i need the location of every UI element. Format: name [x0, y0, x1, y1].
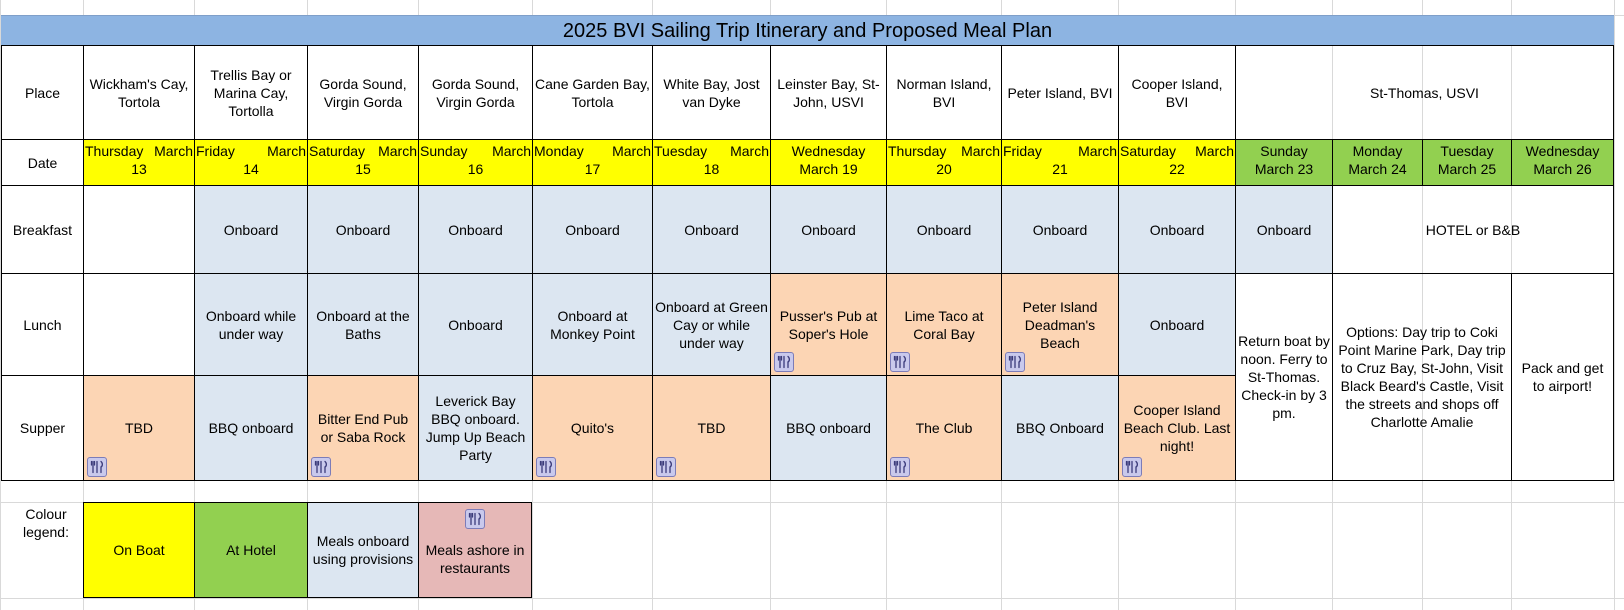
date-day: 18: [703, 161, 720, 177]
date-cell: [652, 140, 770, 186]
lunch-cell: [307, 274, 418, 376]
date-day: 15: [355, 161, 371, 177]
st-thomas-wednesday-plan: [1511, 274, 1614, 481]
lunch-cell: [1001, 274, 1118, 376]
breakfast-cell-text: Onboard: [565, 221, 620, 238]
supper-cell: [83, 376, 194, 481]
place-cell-text: Trellis Bay or Marina Cay, Tortolla: [210, 66, 292, 119]
place-cell-text: Norman Island, BVI: [896, 75, 992, 110]
lunch-cell: [532, 274, 652, 376]
date-cell: [418, 140, 532, 186]
legend-label: Colour legend:: [23, 506, 69, 540]
date-month: March: [1078, 143, 1117, 159]
date-weekday: Sunday: [1260, 143, 1308, 159]
date-day: 14: [243, 161, 259, 177]
date-day: March 26: [1533, 161, 1592, 177]
date-weekday: Wednesday: [791, 143, 866, 159]
date-cell: [1422, 140, 1511, 186]
breakfast-cell: [194, 186, 307, 274]
date-weekday: Monday: [534, 143, 584, 159]
breakfast-cell: [532, 186, 652, 274]
breakfast-cell-text: Onboard: [223, 221, 279, 238]
restaurant-icon: [656, 457, 676, 477]
lunch-cell: [652, 274, 770, 376]
legend-meals-ashore: [418, 502, 532, 598]
date-day: March 25: [1437, 161, 1497, 177]
breakfast-cell: [418, 186, 532, 274]
date-weekday: Wednesday: [1525, 143, 1600, 159]
restaurant-icon: [311, 457, 331, 477]
date-cell: [1118, 140, 1235, 186]
breakfast-cell: [1235, 186, 1332, 274]
lunch-cell-text: Lime Taco at Coral Bay: [904, 307, 984, 342]
st-thomas-sunday-plan-text: Return boat by noon. Ferry to St-Thomas. Check-in by 3 pm.: [1238, 333, 1330, 421]
date-day: 21: [1052, 161, 1068, 177]
supper-cell-text: TBD: [697, 420, 726, 436]
date-cell: [1511, 140, 1614, 186]
breakfast-cell: [770, 186, 886, 274]
place-cell: [1235, 46, 1614, 140]
date-weekday: Sunday: [420, 143, 468, 159]
legend-meals-onboard-text: Meals onboard using provisions: [312, 533, 414, 567]
date-day: March 24: [1348, 161, 1407, 177]
place-cell-text: Leinster Bay, St-John, USVI: [777, 75, 880, 110]
breakfast-cell: [652, 186, 770, 274]
lunch-cell-text: Onboard: [1149, 316, 1205, 333]
place-cell-text: Cooper Island, BVI: [1131, 75, 1223, 110]
supper-cell-text: Quito's: [570, 420, 615, 436]
date-month: March: [730, 143, 769, 159]
date-cell: [1235, 140, 1332, 186]
lunch-cell-text: Pusser's Pub at Soper's Hole: [779, 307, 878, 342]
lunch-cell: [418, 274, 532, 376]
date-weekday: Monday: [1352, 143, 1403, 159]
date-weekday: Thursday: [85, 143, 144, 159]
supper-cell-text: Leverick Bay BBQ onboard. Jump Up Beach Party: [425, 393, 526, 463]
st-thomas-wednesday-plan-text: Pack and get to airport!: [1521, 360, 1604, 394]
supper-cell: [1001, 376, 1118, 481]
supper-cell: [770, 376, 886, 481]
restaurant-icon: [890, 457, 910, 477]
breakfast-cell-text: HOTEL or B&B: [1425, 221, 1521, 238]
lunch-cell-text: Peter Island Deadman's Beach: [1022, 298, 1098, 351]
place-cell-text: St-Thomas, USVI: [1370, 84, 1479, 101]
breakfast-cell-text: Onboard: [916, 221, 972, 238]
date-cell: [886, 140, 1001, 186]
place-cell-text: Wickham's Cay, Tortola: [89, 75, 189, 110]
lunch-cell-text: Onboard while under way: [205, 307, 297, 342]
breakfast-cell-text: Onboard: [335, 221, 391, 238]
legend-at-hotel-text: At Hotel: [226, 542, 276, 558]
date-weekday: Saturday: [1120, 143, 1177, 159]
lunch-cell-text: Onboard at the Baths: [316, 307, 410, 342]
legend-meals-ashore-text: Meals ashore in restaurants: [425, 542, 525, 576]
date-cell: [770, 140, 886, 186]
place-cell-text: Gorda Sound, Virgin Gorda: [431, 75, 520, 110]
supper-cell: [307, 376, 418, 481]
place-cell: [83, 46, 194, 140]
date-day: 13: [131, 161, 147, 177]
breakfast-cell: [1332, 186, 1614, 274]
date-weekday: Tuesday: [1440, 143, 1494, 159]
legend-at-hotel: [194, 502, 307, 598]
supper-cell: [532, 376, 652, 481]
place-cell: [194, 46, 307, 140]
legend-on-boat-text: On Boat: [113, 542, 165, 558]
place-cell: [307, 46, 418, 140]
date-weekday: Friday: [1003, 143, 1042, 159]
date-cell: [1332, 140, 1422, 186]
breakfast-cell-text: Onboard: [1256, 221, 1312, 238]
breakfast-cell: [307, 186, 418, 274]
row-label-breakfast: Breakfast: [1, 186, 83, 274]
place-cell: [770, 46, 886, 140]
date-day: March 19: [799, 161, 858, 177]
place-cell: [418, 46, 532, 140]
place-cell-text: Gorda Sound, Virgin Gorda: [319, 75, 407, 110]
place-cell-text: Peter Island, BVI: [1007, 84, 1113, 101]
supper-cell-text: BBQ onboard: [786, 420, 871, 436]
place-cell: [1118, 46, 1235, 140]
supper-cell: [886, 376, 1001, 481]
restaurant-icon: [465, 509, 485, 529]
date-cell: [83, 140, 194, 186]
date-day: 20: [936, 161, 952, 177]
lunch-cell: [194, 274, 307, 376]
breakfast-cell-text: Onboard: [1149, 221, 1205, 238]
supper-cell-text: TBD: [125, 420, 153, 436]
lunch-cell: [83, 274, 194, 376]
date-cell: [532, 140, 652, 186]
restaurant-icon: [890, 352, 910, 372]
date-month: March: [1195, 143, 1234, 159]
supper-cell: [194, 376, 307, 481]
st-thomas-options-plan: [1332, 274, 1511, 481]
date-weekday: Friday: [196, 143, 235, 159]
breakfast-cell-text: Onboard: [801, 221, 856, 238]
date-day: 22: [1169, 161, 1185, 177]
lunch-cell: [886, 274, 1001, 376]
date-month: March: [612, 143, 651, 159]
supper-cell-text: BBQ Onboard: [1016, 420, 1104, 436]
date-cell: [194, 140, 307, 186]
place-cell: [886, 46, 1001, 140]
supper-cell-text: Cooper Island Beach Club. Last night!: [1123, 402, 1231, 454]
date-month: March: [961, 143, 1000, 159]
date-cell: [1001, 140, 1118, 186]
place-cell: [1001, 46, 1118, 140]
row-label-place: Place: [1, 46, 83, 140]
lunch-cell-text: Onboard: [448, 316, 503, 333]
supper-cell-text: Bitter End Pub or Saba Rock: [317, 411, 409, 445]
place-cell-text: White Bay, Jost van Dyke: [663, 75, 760, 110]
restaurant-icon: [536, 457, 556, 477]
breakfast-cell-text: Onboard: [684, 221, 739, 238]
st-thomas-options-plan-text: Options: Day trip to Coki Point Marine Park, Day trip to Cruz Bay, St-John, Visit Black Beard's Castle, Visit the streets and shops off Charlotte Amalie: [1338, 324, 1506, 430]
supper-cell-text: BBQ onboard: [208, 420, 294, 436]
date-day: 17: [584, 161, 601, 177]
row-label-supper: Supper: [1, 376, 83, 481]
place-cell: [652, 46, 770, 140]
place-cell: [532, 46, 652, 140]
breakfast-cell: [1001, 186, 1118, 274]
date-weekday: Thursday: [888, 143, 947, 159]
breakfast-cell-text: Onboard: [448, 221, 503, 238]
row-label-date: Date: [1, 140, 83, 186]
lunch-cell: [1118, 274, 1235, 376]
restaurant-icon: [1122, 457, 1142, 477]
breakfast-cell: [886, 186, 1001, 274]
breakfast-cell-text: Onboard: [1032, 221, 1088, 238]
date-day: 16: [467, 161, 484, 177]
lunch-cell-text: Onboard at Green Cay or while under way: [655, 298, 768, 351]
supper-cell: [652, 376, 770, 481]
legend-on-boat: [83, 502, 194, 598]
lunch-cell: [770, 274, 886, 376]
supper-cell: [1118, 376, 1235, 481]
date-month: March: [267, 143, 306, 159]
place-cell-text: Cane Garden Bay, Tortola: [535, 75, 650, 110]
date-weekday: Saturday: [309, 143, 366, 159]
date-weekday: Tuesday: [654, 143, 708, 159]
restaurant-icon: [1005, 352, 1025, 372]
date-cell: [307, 140, 418, 186]
breakfast-cell: [1118, 186, 1235, 274]
legend-meals-onboard: [307, 502, 418, 598]
date-day: March 23: [1254, 161, 1314, 177]
date-month: March: [154, 143, 193, 159]
page-title: 2025 BVI Sailing Trip Itinerary and Proposed Meal Plan: [1, 15, 1614, 46]
lunch-cell-text: Onboard at Monkey Point: [550, 307, 635, 342]
date-month: March: [492, 143, 531, 159]
supper-cell: [418, 376, 532, 481]
supper-cell-text: The Club: [915, 420, 973, 436]
restaurant-icon: [87, 457, 107, 477]
st-thomas-sunday-plan: [1235, 274, 1332, 481]
date-month: March: [378, 143, 417, 159]
breakfast-cell: [83, 186, 194, 274]
restaurant-icon: [774, 352, 794, 372]
row-label-lunch: Lunch: [1, 274, 83, 376]
